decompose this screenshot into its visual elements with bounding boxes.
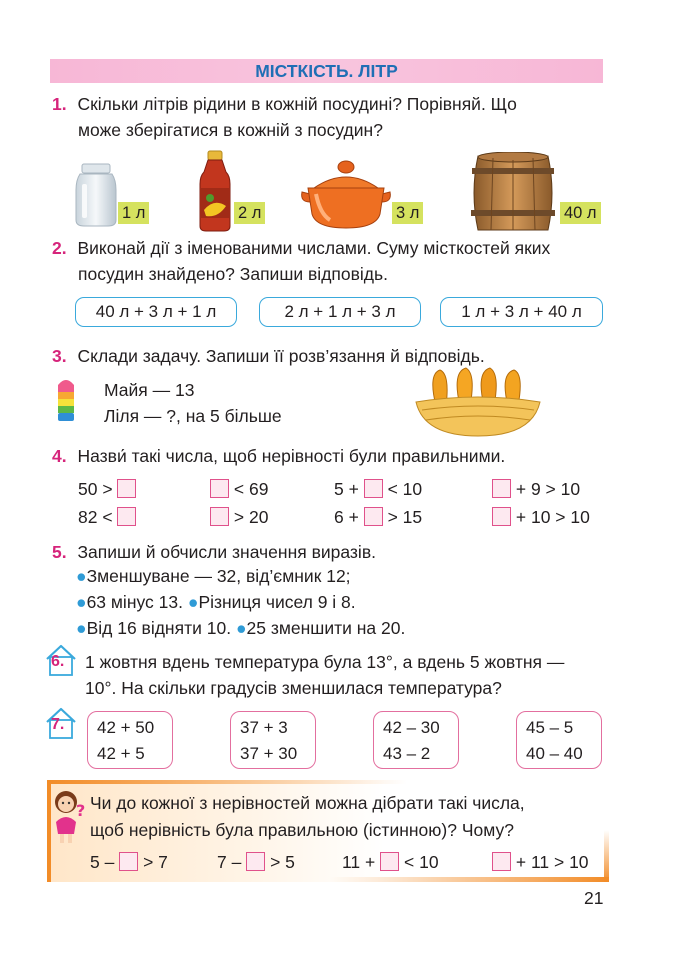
- task-5-item-5: 25 зменшити на 20.: [246, 618, 406, 638]
- ineq-2c: [334, 505, 422, 529]
- expression-card-1-bottom: 42 + 5: [97, 744, 145, 763]
- page-title: МІСТКІСТЬ. ЛІТР: [255, 61, 398, 81]
- task-5-number: 5.: [52, 542, 67, 562]
- bonus-ineq-3-right: < 10: [404, 852, 439, 872]
- answer-box[interactable]: [246, 852, 265, 871]
- bonus-frame-top: [47, 780, 407, 784]
- bonus-ineq-1: [90, 850, 168, 874]
- expression-pill-1: 40 л + 3 л + 1 л: [75, 297, 237, 327]
- ineq-1a-text: 50 >: [78, 479, 113, 499]
- expression-card-2: [230, 711, 316, 769]
- pencil-stripes-icon: [56, 375, 76, 423]
- task-5-text: [52, 540, 376, 564]
- answer-box[interactable]: [210, 479, 229, 498]
- task-3-line-1: Склади задачу. Запиши її розв’язання й відповідь.: [77, 346, 485, 366]
- ineq-1a: [78, 477, 136, 501]
- bullet-dot-icon: ●: [76, 566, 87, 586]
- bonus-ineq-1-right: > 7: [143, 852, 168, 872]
- expression-card-4-bottom: 40 – 40: [526, 744, 583, 763]
- answer-box[interactable]: [492, 852, 511, 871]
- ineq-2c-left: 6 +: [334, 507, 359, 527]
- expression-card-2-bottom: 37 + 30: [240, 744, 298, 763]
- task-3-number: 3.: [52, 346, 67, 366]
- maya-line: Майя — 13: [104, 380, 195, 400]
- jar-icon: [72, 162, 120, 228]
- ineq-2a-text: 82 <: [78, 507, 113, 527]
- task-5-item-1: Зменшуване — 32, від’ємник 12;: [86, 566, 351, 586]
- task-5-bullet-1: [76, 564, 351, 588]
- answer-box[interactable]: [117, 479, 136, 498]
- expression-card-4-top: 45 – 5: [526, 718, 574, 737]
- answer-box[interactable]: [380, 852, 399, 871]
- ineq-2a: [78, 505, 136, 529]
- barrel-icon: [468, 152, 558, 234]
- expression-pill-3: 1 л + 3 л + 40 л: [440, 297, 603, 327]
- svg-text:?: ?: [76, 801, 86, 820]
- bonus-ineq-2: [217, 850, 295, 874]
- expression-card-4: [516, 711, 602, 769]
- bonus-line-2: щоб нерівність була правильною (істинною)? Чому?: [90, 820, 514, 840]
- task-3-text: [52, 344, 485, 368]
- task-4-line-1: Назви́ такі числа, щоб нерівності були правильними.: [77, 446, 506, 466]
- expression-card-1-top: 42 + 50: [97, 718, 155, 737]
- task-4-text: [52, 444, 505, 468]
- expression-card-1: [87, 711, 173, 769]
- task-1-line-1: Скільки літрів рідини в кожній посудині? Порівняй. Що: [77, 94, 517, 114]
- ineq-1b: [210, 477, 268, 501]
- task-6-line-2: 10°. На скільки градусів зменшилася температура?: [85, 678, 502, 698]
- bullet-dot-icon: ●: [76, 592, 87, 612]
- ineq-2b: [210, 505, 268, 529]
- bonus-frame-bottom: [330, 877, 609, 882]
- task-5-bullet-2: [76, 590, 356, 614]
- task-5-bullet-3: [76, 616, 405, 640]
- answer-box[interactable]: [117, 507, 136, 526]
- task-5-item-3: Різниця чисел 9 і 8.: [198, 592, 356, 612]
- page-number: 21: [584, 888, 604, 908]
- lilya-line: Ліля — ?, на 5 більше: [104, 406, 282, 426]
- title-bar: [50, 59, 603, 83]
- task-6-number: 6.: [51, 653, 65, 670]
- ineq-1c-left: 5 +: [334, 479, 359, 499]
- bullet-dot-icon: ●: [76, 618, 87, 638]
- ineq-1d-text: + 9 > 10: [515, 479, 581, 499]
- bonus-line-1: Чи до кожної з нерівностей можна дібрати такі числа,: [90, 793, 525, 813]
- answer-box[interactable]: [119, 852, 138, 871]
- ineq-2d: [492, 505, 590, 529]
- task-2-line-2: посудин знайдено? Запиши відповідь.: [78, 264, 388, 284]
- bonus-ineq-3-left: 11 +: [342, 852, 376, 872]
- bonus-ineq-1-left: 5 –: [90, 852, 115, 872]
- bullet-dot-icon: ●: [187, 592, 199, 612]
- task-6-line-1: 1 жовтня вдень температура була 13°, а вдень 5 жовтня —: [85, 652, 565, 672]
- answer-box[interactable]: [364, 479, 383, 498]
- pot-volume-label: 3 л: [392, 202, 423, 224]
- task-2-line-1: Виконай дії з іменованими числами. Суму місткостей яких: [77, 238, 551, 258]
- ineq-1c-right: < 10: [387, 479, 423, 499]
- answer-box[interactable]: [364, 507, 383, 526]
- ineq-2c-right: > 15: [387, 507, 423, 527]
- ineq-1d: [492, 477, 580, 501]
- bonus-frame-right: [604, 830, 609, 882]
- answer-box[interactable]: [492, 479, 511, 498]
- task-1-text: [52, 92, 517, 116]
- task-1-number: 1.: [52, 94, 67, 114]
- bonus-frame-left: [47, 780, 51, 882]
- bonus-ineq-4-right: + 11 > 10: [515, 852, 589, 872]
- task-7-number: 7.: [51, 716, 65, 733]
- ineq-2d-text: + 10 > 10: [515, 507, 590, 527]
- answer-box[interactable]: [210, 507, 229, 526]
- expression-pill-2: 2 л + 1 л + 3 л: [259, 297, 421, 327]
- basket-with-pears-icon: [414, 366, 542, 438]
- task-5-item-2: 63 мінус 13.: [86, 592, 183, 612]
- bonus-ineq-3: [342, 850, 439, 874]
- bottle-volume-label: 2 л: [234, 202, 265, 224]
- bonus-ineq-2-right: > 5: [270, 852, 295, 872]
- task-2-number: 2.: [52, 238, 67, 258]
- bonus-ineq-2-left: 7 –: [217, 852, 242, 872]
- jar-volume-label: 1 л: [118, 202, 149, 224]
- ineq-2b-text: > 20: [233, 507, 269, 527]
- expression-card-3: [373, 711, 459, 769]
- bullet-dot-icon: ●: [235, 618, 247, 638]
- task-5-item-4: Від 16 відняти 10.: [86, 618, 232, 638]
- barrel-volume-label: 40 л: [560, 202, 601, 224]
- expression-card-3-bottom: 43 – 2: [383, 744, 431, 763]
- answer-box[interactable]: [492, 507, 511, 526]
- expression-card-3-top: 42 – 30: [383, 718, 440, 737]
- girl-with-question-icon: [52, 786, 88, 846]
- juice-bottle-icon: [196, 150, 234, 232]
- task-2-text: [52, 236, 550, 260]
- task-5-line-1: Запиши й обчисли значення виразів.: [77, 542, 376, 562]
- ineq-1c: [334, 477, 422, 501]
- bonus-ineq-4: [492, 850, 589, 874]
- expression-card-2-top: 37 + 3: [240, 718, 288, 737]
- pot-icon: [300, 158, 392, 230]
- ineq-1b-text: < 69: [233, 479, 269, 499]
- task-1-line-2: може зберігатися в кожній з посудин?: [78, 120, 383, 140]
- task-4-number: 4.: [52, 446, 67, 466]
